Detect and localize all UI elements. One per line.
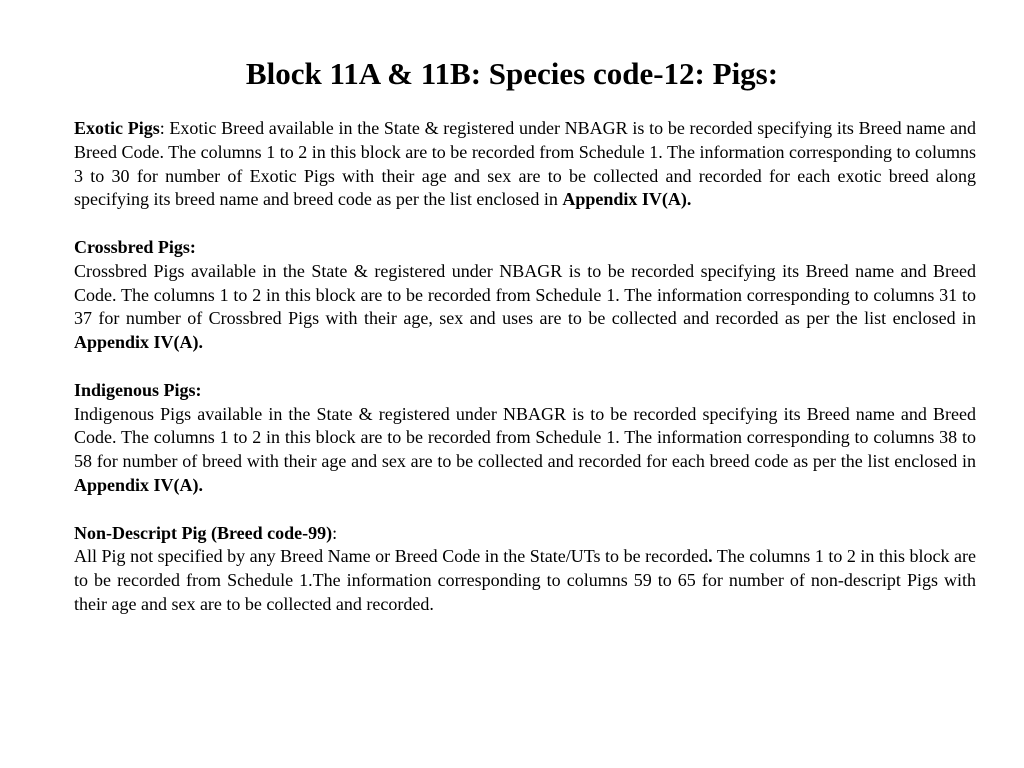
crossbred-pigs-paragraph (74, 260, 976, 355)
nondescript-pig-heading: Non-Descript Pig (Breed code-99) (74, 522, 333, 543)
exotic-pigs-appendix: Appendix IV(A). (562, 189, 692, 210)
nondescript-pig-body-part1: All Pig not specified by any Breed Name or Breed Code in the State/UTs to be recorded (74, 546, 709, 567)
nondescript-pig-bold-period: . (708, 546, 713, 567)
exotic-pigs-section (74, 117, 976, 212)
indigenous-pigs-paragraph (74, 403, 976, 498)
indigenous-pigs-section (74, 379, 976, 498)
indigenous-pigs-heading: Indigenous Pigs: (74, 379, 202, 400)
nondescript-pig-section (74, 522, 976, 617)
nondescript-pig-heading-line (74, 522, 976, 546)
slide-content (74, 117, 976, 641)
exotic-pigs-separator: : (159, 118, 170, 138)
nondescript-pig-body-part2: The columns 1 to 2 in this block are to be recorded from Schedule 1.The information corresponding to columns 59 to 65 for number of non-descript Pigs with their age and sex are to be collected and recorded. (74, 546, 976, 614)
slide-title: Block 11A & 11B: Species code-12: Pigs: (245, 56, 779, 91)
crossbred-pigs-body: Crossbred Pigs available in the State & registered under NBAGR is to be recorded specifying its Breed name and Breed Code. The columns 1 to 2 in this block are to be recorded from Schedule 1. The information corresponding to columns 31 to 37 for number of Crossbred Pigs with their age, sex and uses are to be collected and recorded as per the list enclosed in (74, 260, 976, 329)
nondescript-pig-heading-suffix: : (332, 522, 338, 543)
exotic-pigs-body: Exotic Breed available in the State & registered under NBAGR is to be recorded specifying its Breed name and Breed Code. The columns 1 to 2 in this block are to be recorded from Schedule 1. The information corresponding to columns 3 to 30 for number of Exotic Pigs with their age and sex are to be collected and recorded for each exotic breed along specifying its breed name and breed code as per the list enclosed in (74, 118, 976, 210)
indigenous-pigs-appendix: Appendix IV(A). (74, 474, 204, 495)
indigenous-pigs-body: Indigenous Pigs available in the State & registered under NBAGR is to be recorded specifying its Breed name and Breed Code. The columns 1 to 2 in this block are to be recorded from Schedule 1. The information corresponding to columns 38 to 58 for number of breed with their age and sex are to be collected and recorded for each breed code as per the list enclosed in (74, 403, 976, 472)
crossbred-pigs-appendix: Appendix IV(A). (74, 332, 204, 353)
crossbred-pigs-heading: Crossbred Pigs: (74, 236, 196, 257)
crossbred-pigs-section (74, 236, 976, 355)
nondescript-pig-paragraph (74, 545, 976, 616)
exotic-pigs-heading: Exotic Pigs (74, 118, 160, 138)
